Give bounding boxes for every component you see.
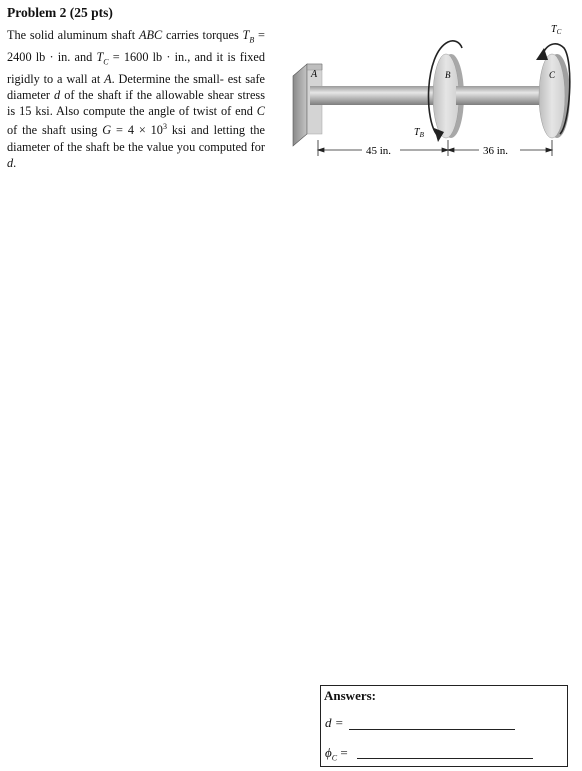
answer-d-label: d = bbox=[325, 715, 344, 730]
disk-c bbox=[539, 54, 570, 138]
answer-d-field[interactable] bbox=[349, 729, 515, 730]
problem-statement: The solid aluminum shaft ABC carries torques $T_B = 2400$ lb · in. and $T_C = 1600$ lb · in., and it is fixed rigidly to a wall at A. Determine the small- est safe diameter d of the shaft if the allowable shear stress is 15 ksi. Also compute the angle of twist of end C of the shaft using $G = 4 \times 10^3$ ksi and letting the diameter of the shaft be the value you computed for d. bbox=[7, 28, 266, 171]
answers-heading: Answers: bbox=[324, 688, 376, 703]
answers-box bbox=[320, 685, 568, 767]
torque-label-tc: $T_C$ bbox=[551, 24, 562, 36]
problem-title: Problem 2 (25 pts) bbox=[7, 5, 113, 20]
label-a: A bbox=[311, 69, 318, 80]
torque-label-tb: $T_B$ bbox=[414, 127, 424, 139]
dimension-ab: 45 in. bbox=[366, 145, 392, 157]
label-b: B bbox=[445, 70, 451, 80]
label-c: C bbox=[549, 70, 556, 80]
dimension-lines bbox=[318, 140, 552, 156]
answer-phi-label: $\phi_C$ = bbox=[325, 745, 348, 763]
shaft-figure bbox=[280, 14, 580, 164]
dimension-bc: 36 in. bbox=[483, 145, 509, 157]
answer-phi-field[interactable] bbox=[357, 758, 533, 759]
disk-b bbox=[433, 54, 555, 138]
